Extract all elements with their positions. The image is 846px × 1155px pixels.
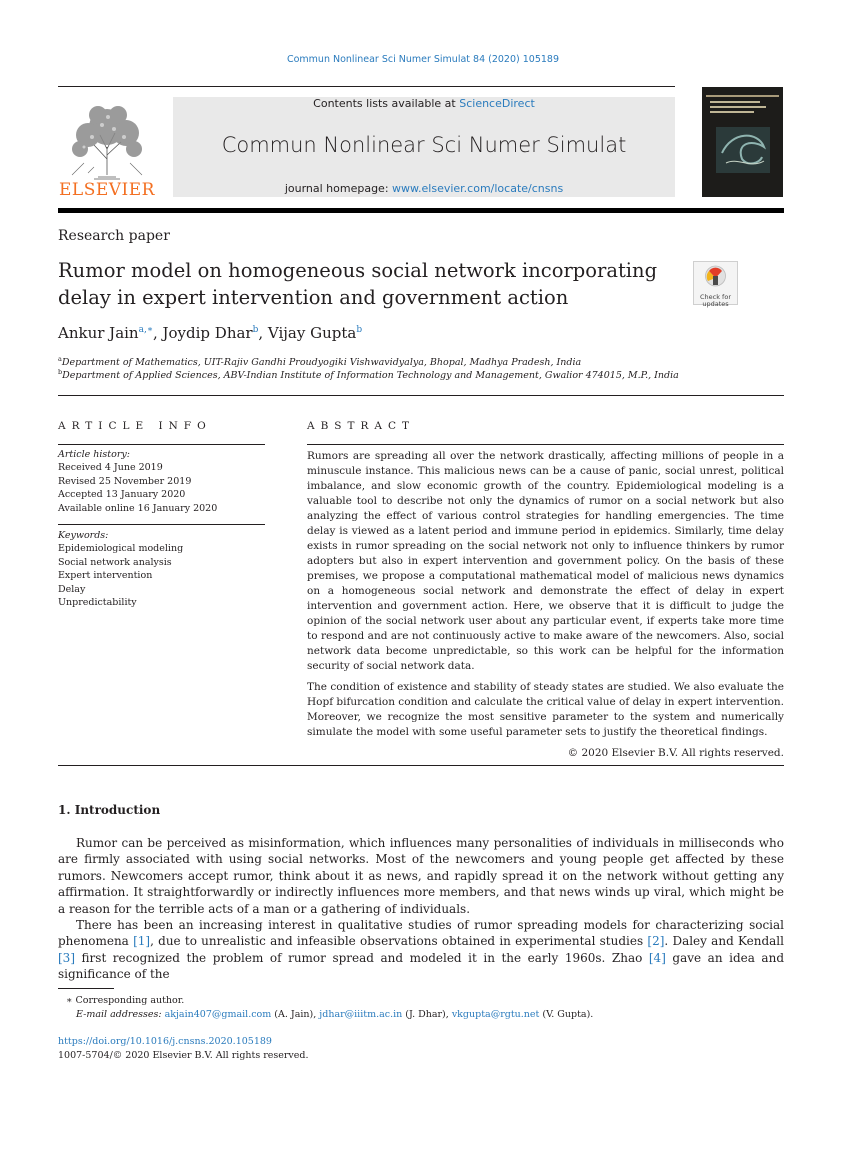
title-line-1: Rumor model on homogeneous social network incorporating bbox=[58, 259, 658, 282]
reference-link-4[interactable]: [4] bbox=[648, 950, 666, 965]
affiliation-text: Department of Applied Sciences, ABV-Indian Institute of Information Technology and Management, Gwalior 474015, M.P., India bbox=[62, 370, 679, 382]
affiliation-mark: b bbox=[58, 368, 63, 376]
footnote-mark: ∗ bbox=[66, 995, 73, 1006]
homepage-link[interactable]: www.elsevier.com/locate/cnsns bbox=[392, 182, 564, 195]
check-for-updates-badge[interactable] bbox=[693, 261, 738, 308]
article-history bbox=[58, 448, 268, 515]
abstract-end-rule bbox=[58, 765, 784, 766]
front-matter-rule bbox=[58, 395, 784, 396]
text-run: gave an idea and significance of the bbox=[58, 950, 784, 982]
footnote-rule bbox=[58, 988, 114, 989]
article-type: Research paper bbox=[58, 228, 170, 244]
keyword-item: Unpredictability bbox=[58, 597, 137, 609]
journal-cover-image[interactable] bbox=[702, 87, 783, 197]
email-link-jain[interactable]: akjain407@gmail.com bbox=[164, 1009, 272, 1020]
text-run: . Daley and Kendall bbox=[664, 934, 784, 949]
keyword-item: Epidemiological modeling bbox=[58, 543, 184, 555]
footnote-corresponding bbox=[58, 994, 184, 1008]
author-sup[interactable]: b bbox=[356, 325, 363, 335]
history-online: Available online 16 January 2020 bbox=[58, 502, 218, 514]
doi-link[interactable]: https://doi.org/10.1016/j.cnsns.2020.105189 bbox=[58, 1036, 272, 1047]
corresponding-text: Corresponding author. bbox=[75, 995, 185, 1006]
affiliation-mark: a bbox=[58, 355, 62, 363]
masthead-thick-rule bbox=[58, 208, 784, 213]
keywords-block bbox=[58, 529, 268, 609]
text-run: , due to unrealistic and infeasible observations obtained in experimental studies bbox=[150, 934, 648, 949]
keywords-rule bbox=[58, 524, 265, 525]
text-run: first recognized the problem of rumor spread and modeled it in the early 1960s. Zhao bbox=[75, 950, 649, 965]
keyword-item: Expert intervention bbox=[58, 570, 153, 582]
abstract-body bbox=[307, 449, 784, 761]
text-run: There has been an increasing interest in qualitative studies of rumor spreading models for characterizing social phenomena bbox=[58, 918, 784, 949]
article-info-rule bbox=[58, 444, 265, 445]
keyword-item: Social network analysis bbox=[58, 556, 172, 568]
history-received: Received 4 June 2019 bbox=[58, 462, 163, 474]
abstract-paragraph-2: The condition of existence and stability of steady states are studied. We also evaluate the Hopf bifurcation condition and calculate the critical value of delay in expert intervention. Moreover, we recognize the most sensitive parameter to the system and numerically simulate the model with some useful parameter sets to justify the theoretical findings. bbox=[307, 681, 784, 738]
author-3[interactable] bbox=[268, 324, 362, 342]
journal-name: Commun Nonlinear Sci Numer Simulat bbox=[221, 133, 627, 157]
keywords-label: Keywords: bbox=[58, 530, 109, 541]
issn-copyright: 1007-5704/© 2020 Elsevier B.V. All rights reserved. bbox=[58, 1049, 309, 1061]
history-label: Article history: bbox=[58, 449, 130, 460]
affiliation-b bbox=[58, 368, 679, 381]
publisher-name: ELSEVIER bbox=[59, 180, 155, 200]
email-link-dhar[interactable]: jdhar@iiitm.ac.in bbox=[319, 1009, 403, 1020]
author-name: Joydip Dhar bbox=[162, 324, 253, 342]
check-updates-icon bbox=[694, 262, 737, 290]
abstract-heading: ABSTRACT bbox=[307, 420, 416, 432]
journal-citation[interactable]: Commun Nonlinear Sci Numer Simulat 84 (2020) 105189 bbox=[286, 54, 560, 65]
author-2[interactable] bbox=[163, 324, 259, 342]
header-rule bbox=[58, 86, 675, 87]
keyword-item: Delay bbox=[58, 583, 86, 595]
reference-link-2[interactable]: [2] bbox=[647, 934, 665, 949]
affiliation-a bbox=[58, 355, 581, 368]
email-owner: (A. Jain), bbox=[271, 1009, 320, 1020]
intro-paragraph-1: Rumor can be perceived as misinformation, which influences many personalities of individuals in milliseconds who are firmly associated with using social networks. Most of the newcomers and young people get affected by these rumors. Newcomers accept rumor, think about it as news, and rapidly spread it on the network without getting any affirmation. It straightforwardly or indirectly influences more members, and that news winds up viral, which might be a reason for the terrible acts of a man or a gathering of individuals. bbox=[58, 836, 784, 916]
abstract-copyright: © 2020 Elsevier B.V. All rights reserved. bbox=[567, 747, 784, 759]
reference-link-3[interactable]: [3] bbox=[58, 950, 75, 965]
introduction-body bbox=[58, 835, 784, 983]
email-owner: (V. Gupta). bbox=[539, 1009, 594, 1020]
email-owner: (J. Dhar), bbox=[402, 1009, 452, 1020]
author-1[interactable] bbox=[58, 324, 153, 342]
bottom-meta bbox=[58, 1035, 309, 1062]
sciencedirect-link[interactable]: ScienceDirect bbox=[459, 97, 535, 110]
email-link-gupta[interactable]: vkgupta@rgtu.net bbox=[451, 1009, 540, 1020]
author-sup[interactable]: a,∗ bbox=[138, 325, 153, 335]
author-name: Vijay Gupta bbox=[267, 324, 357, 342]
intro-paragraph-2 bbox=[58, 917, 784, 983]
reference-link-1[interactable]: [1] bbox=[133, 934, 151, 949]
contents-line bbox=[173, 97, 675, 110]
abstract-paragraph-1: Rumors are spreading all over the network drastically, affecting millions of people in a minuscule instance. This malicious news can be a cause of panic, social unrest, political imbalance, and slow economic growth of the country. Epidemiological modeling is a valuable tool to describe not only the dynamics of rumor on a social network but also analyzing the effect of various control strategies for handling emergencies. The time delay is viewed as a latent period and immune period in epidemics. Similarly, time delay exists in rumor spreading on the social network not only to influence thinkers by rumor adopters but also in expert intervention and government policy. On the basis of these premises, we propose a computational mathematical model of malicious news dynamics on a homogeneous social network and demonstrate the effect of delay in expert intervention and government action. Here, we observe that it is difficult to judge the opinion of the social network user about any particular event, if experts take more time to respond and are not continuously active to make aware of the newcomers. Also, social network data become unpredictable, so this work can be helpful for the information security of social network data. bbox=[307, 450, 784, 672]
section-heading-introduction: 1. Introduction bbox=[58, 803, 161, 817]
homepage-line bbox=[173, 182, 675, 195]
author-list: Ankur Jain$^{a,∗}$, Joydip Dhar$^b$, Vijay Gupta$^b$ bbox=[58, 324, 363, 342]
email-label: E-mail addresses: bbox=[76, 1009, 162, 1020]
footnote-emails bbox=[58, 1008, 593, 1022]
abstract-rule bbox=[307, 444, 784, 445]
affiliation-text: Department of Mathematics, UIT-Rajiv Gandhi Proudyogiki Vishwavidyalya, Bhopal, Madhya Pradesh, India bbox=[61, 357, 582, 369]
article-info-heading: ARTICLE INFO bbox=[58, 420, 212, 432]
history-revised: Revised 25 November 2019 bbox=[58, 475, 192, 487]
homepage-prefix: journal homepage: bbox=[284, 182, 393, 195]
title-line-2: delay in expert intervention and government action bbox=[58, 286, 569, 309]
history-accepted: Accepted 13 January 2020 bbox=[58, 489, 186, 501]
author-name: Ankur Jain bbox=[58, 324, 139, 342]
contents-prefix: Contents lists available at bbox=[313, 97, 460, 110]
article-title bbox=[58, 257, 678, 311]
check-updates-label: Check for updates bbox=[700, 293, 731, 308]
author-sup[interactable]: b bbox=[252, 325, 259, 335]
